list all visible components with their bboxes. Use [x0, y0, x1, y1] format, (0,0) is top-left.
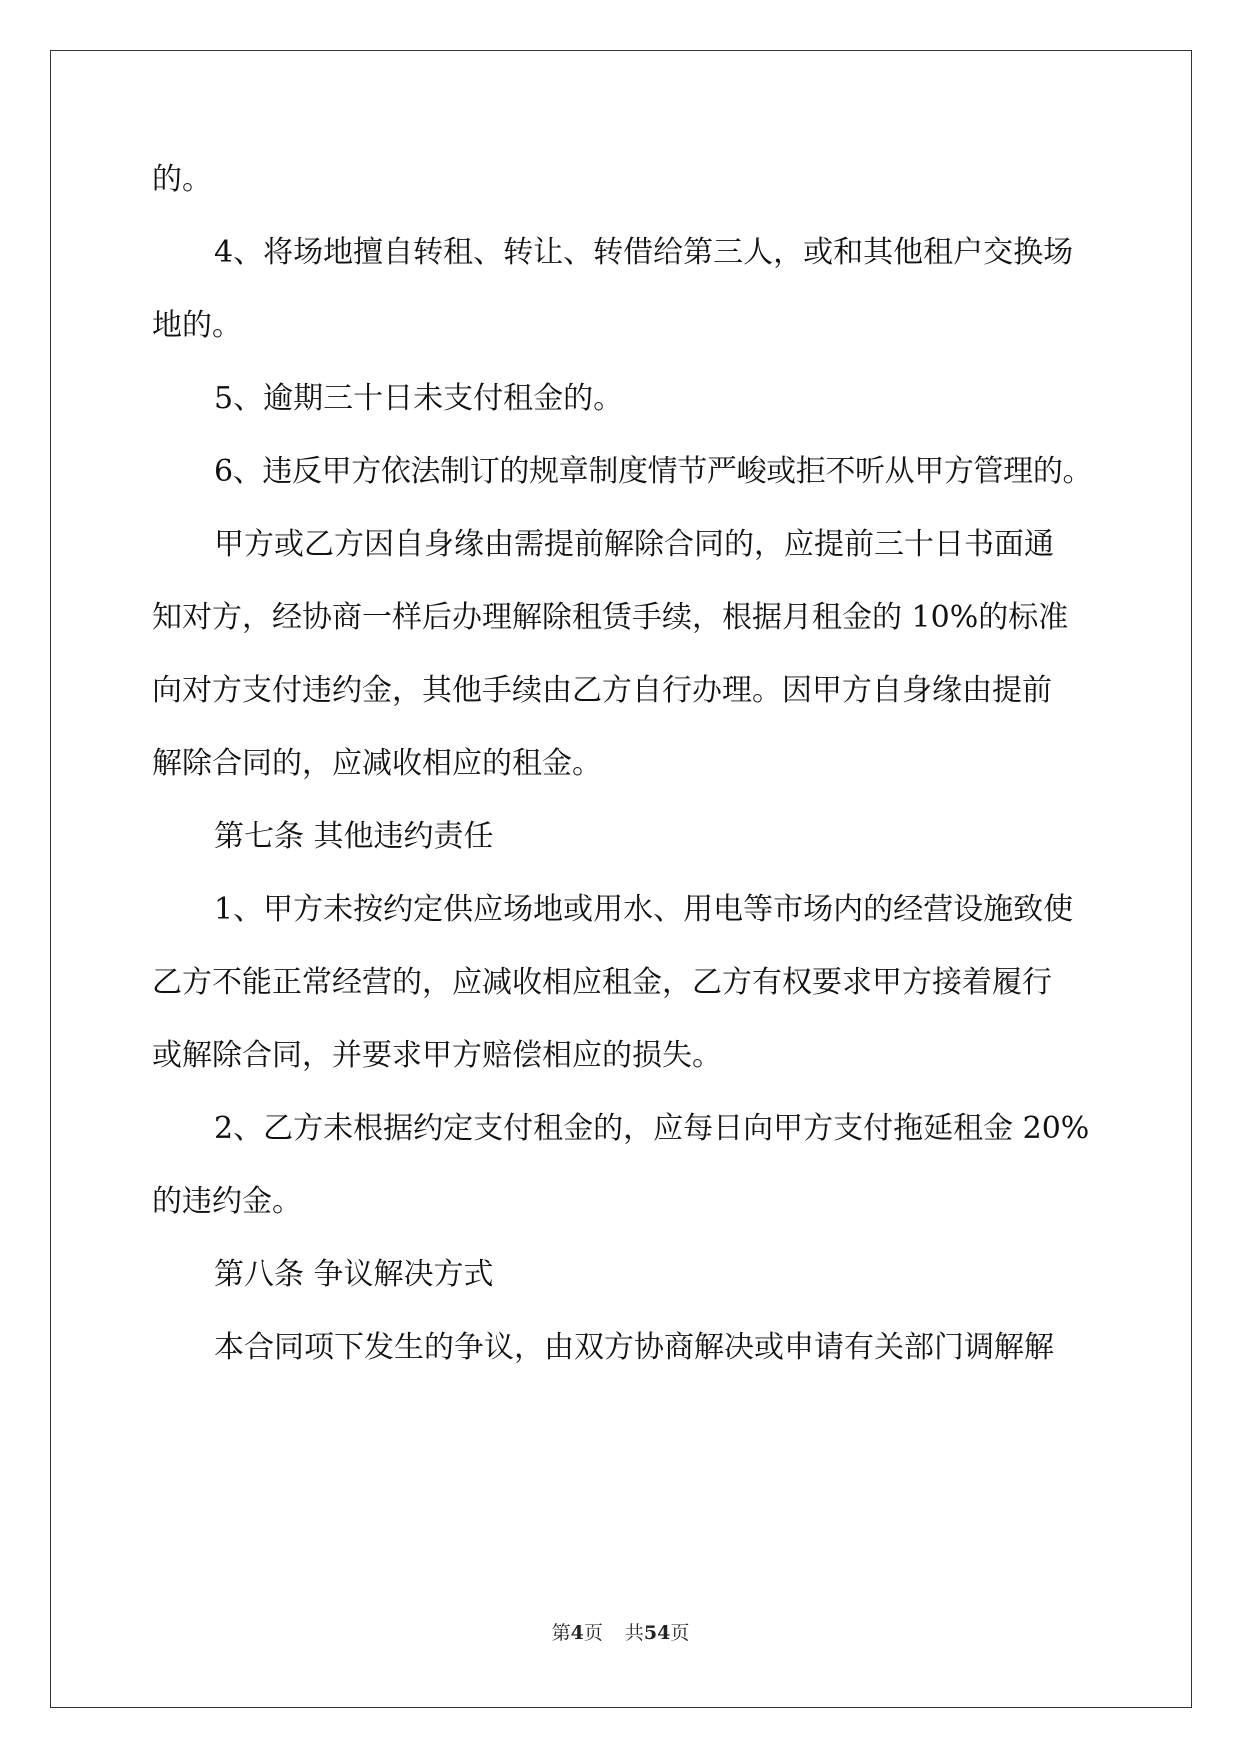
text-line: 或解除合同，并要求甲方赔偿相应的损失。 [152, 1038, 722, 1073]
text-line: 甲方或乙方因自身缘由需提前解除合同的，应提前三十日书面通 [214, 527, 1054, 562]
text-line: 1、甲方未按约定供应场地或用水、用电等市场内的经营设施致使 [214, 892, 1074, 927]
text-line: 向对方支付违约金，其他手续由乙方自行办理。因甲方自身缘由提前 [152, 673, 1052, 708]
page-border [50, 50, 1192, 1708]
text-line: 2、乙方未根据约定支付租金的，应每日向甲方支付拖延租金 20% [214, 1111, 1090, 1146]
text-line: 知对方，经协商一样后办理解除租赁手续，根据月租金的 10%的标准 [152, 600, 1069, 635]
text-line: 解除合同的，应减收相应的租金。 [152, 746, 602, 781]
text-line: 乙方不能正常经营的，应减收相应租金，乙方有权要求甲方接着履行 [152, 965, 1052, 1000]
section-heading: 第七条 其他违约责任 [214, 819, 494, 854]
text-line: 4、将场地擅自转租、转让、转借给第三人，或和其他租户交换场 [214, 235, 1074, 270]
page-footer [0, 1620, 1241, 1646]
total-prefix: 共 [624, 1622, 644, 1644]
section-heading: 第八条 争议解决方式 [214, 1257, 494, 1292]
total-pages: 54 [643, 1622, 671, 1644]
page-suffix: 页 [583, 1622, 603, 1644]
text-line: 地的。 [152, 308, 242, 343]
text-line: 的。 [152, 162, 212, 197]
text-line: 5、逾期三十日未支付租金的。 [214, 381, 624, 416]
total-suffix: 页 [670, 1622, 690, 1644]
page-prefix: 第 [551, 1622, 571, 1644]
text-line: 的违约金。 [152, 1184, 302, 1219]
text-line: 6、违反甲方依法制订的规章制度情节严峻或拒不听从甲方管理的。 [214, 454, 1093, 489]
text-line: 本合同项下发生的争议，由双方协商解决或申请有关部门调解解 [214, 1330, 1054, 1365]
page-number: 4 [570, 1622, 584, 1644]
